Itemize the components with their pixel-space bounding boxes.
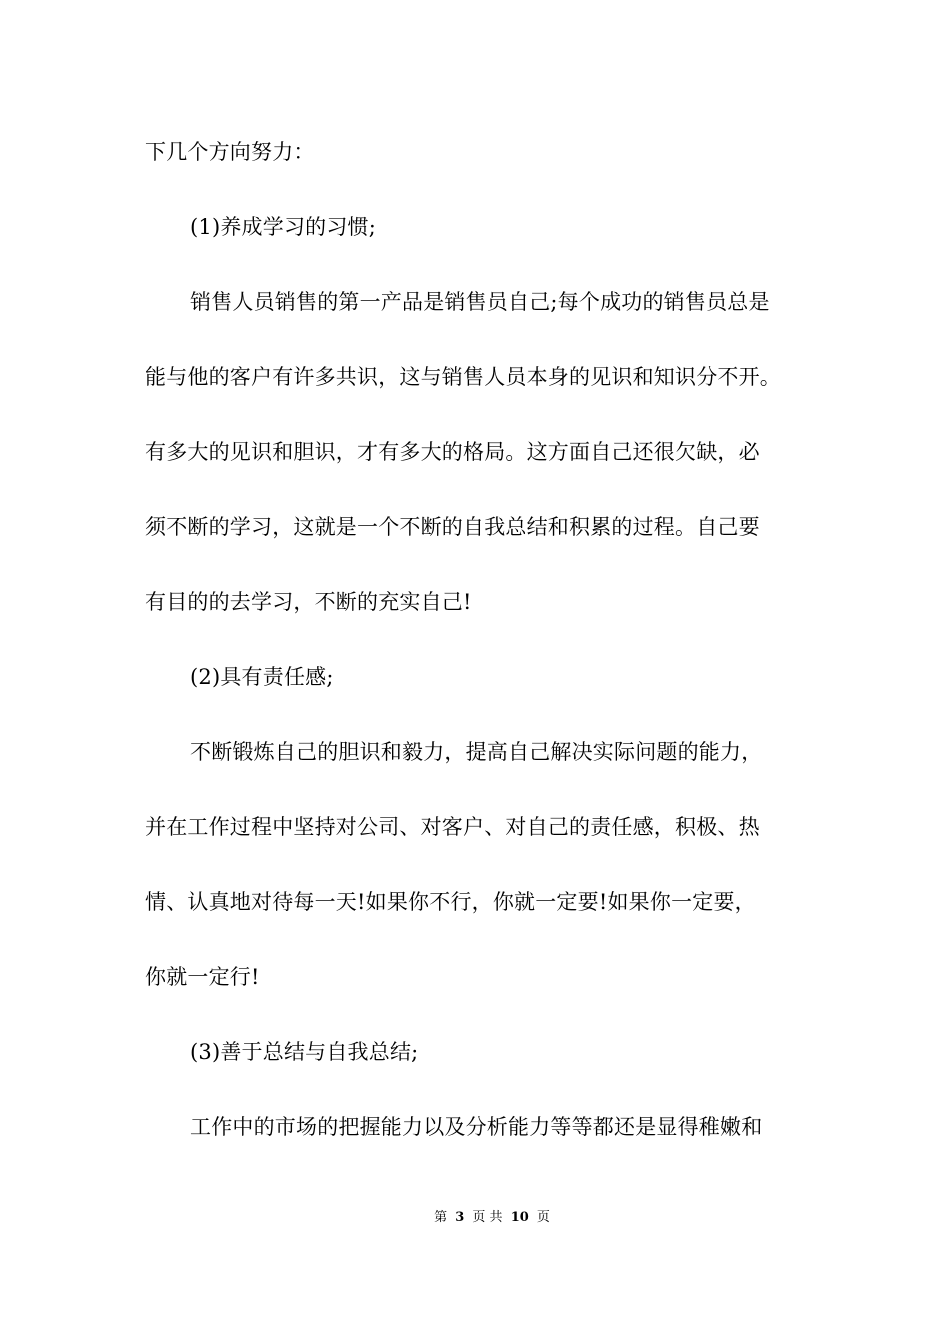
page-number-footer [0,1208,950,1228]
footer-middle: 页 共 [472,1210,503,1225]
footer-current-page: 3 [455,1210,465,1225]
text-line-6: 须不断的学习，这就是一个不断的自我总结和积累的过程。自己要 [145,515,760,539]
text-line-14: 工作中的市场的把握能力以及分析能力等等都还是显得稚嫩和 [190,1115,763,1139]
text-line-11: 情、认真地对待每一天!如果你不行，你就一定要!如果你一定要， [145,890,756,914]
text-line-9: 不断锻炼自己的胆识和毅力，提高自己解决实际问题的能力， [190,740,763,764]
heading-responsibility: (2)具有责任感; [190,665,334,689]
text-line-5: 有多大的见识和胆识，才有多大的格局。这方面自己还很欠缺，必 [145,440,760,464]
text-line-4: 能与他的客户有许多共识，这与销售人员本身的见识和知识分不开。 [145,365,781,389]
footer-prefix: 第 [434,1210,448,1225]
text-line-1: 下几个方向努力： [145,140,315,164]
text-line-3: 销售人员销售的第一产品是销售员自己;每个成功的销售员总是 [190,290,770,314]
text-line-10: 并在工作过程中坚持对公司、对客户、对自己的责任感，积极、热 [145,815,760,839]
footer-total-pages: 10 [510,1210,529,1225]
text-line-12: 你就一定行! [145,965,260,989]
footer-suffix: 页 [536,1210,550,1225]
text-line-7: 有目的的去学习，不断的充实自己! [145,590,472,614]
heading-learning-habit: (1)养成学习的习惯; [190,215,377,239]
heading-summarize: (3)善于总结与自我总结; [190,1040,419,1064]
